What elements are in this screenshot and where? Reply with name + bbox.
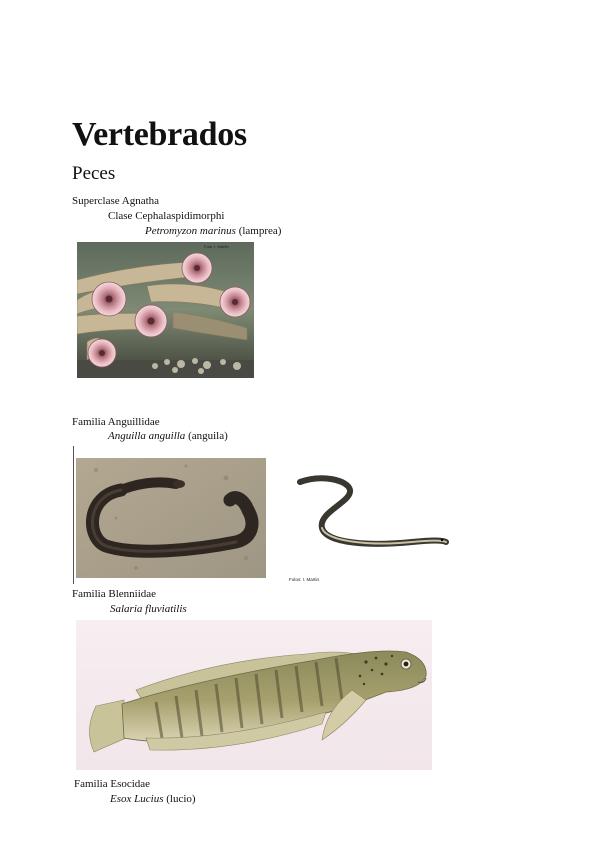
lamprey-species-line [145, 225, 281, 238]
eel-photo-credit: Fotos: I. Martin [289, 577, 320, 582]
eel-common-name: (anguila) [185, 430, 228, 442]
lamprey-common-name: (lamprea) [235, 225, 282, 237]
eel-photo-white [292, 472, 452, 562]
lamprey-latin-name: Petromyzon marinus [145, 225, 236, 237]
pike-latin-name: Esox Lucius [110, 793, 164, 805]
esocidae-family-label: Familia Esocidae [74, 778, 151, 790]
pike-species-line [110, 793, 196, 806]
anguillidae-family-label: Familia Anguillidae [72, 416, 160, 428]
class-label: Clase Cephalaspidimorphi [108, 210, 225, 222]
eel-latin-name: Anguilla anguilla [108, 430, 186, 442]
eel-species-line [108, 430, 228, 443]
image-border-line [73, 446, 74, 584]
pike-common-name: (lucio) [163, 793, 196, 805]
page-title: Vertebrados [72, 116, 247, 153]
superclass-label: Superclase Agnatha [72, 195, 160, 207]
lamprey-photo [77, 242, 254, 378]
blenny-latin-name: Salaria fluviatilis [110, 603, 187, 615]
blenniidae-family-label: Familia Blenniidae [72, 588, 157, 600]
lamprey-photo-credit: Foto: I. Martin [204, 244, 229, 249]
blenny-illustration [76, 620, 432, 770]
eel-photo-ground [76, 458, 266, 578]
page-subtitle: Peces [72, 163, 116, 184]
